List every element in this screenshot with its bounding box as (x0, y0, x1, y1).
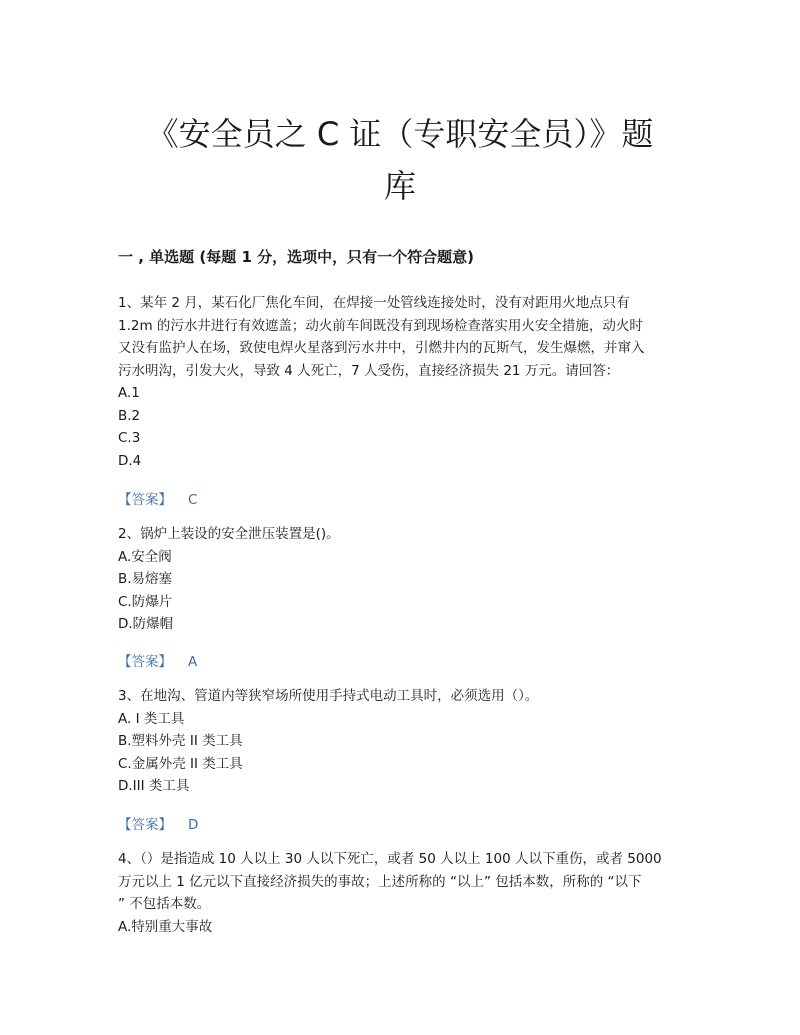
answer-label: 【答案】 (118, 817, 172, 833)
option-c: C.金属外壳 II 类工具 (118, 755, 243, 772)
question-text-line: 1、某年 2 月，某石化厂焦化车间，在焊接一处管线连接处时，没有对距用火地点只有 (118, 295, 630, 311)
section-heading: 一 , 单选题 (每题 1 分，选项中，只有一个符合题意) (118, 248, 474, 266)
option-b: B.2 (118, 407, 141, 424)
question-text-line: 又没有监护人在场，致使电焊火星落到污水井中，引燃井内的瓦斯气，发生爆燃，并窜入 (118, 340, 645, 356)
question-4 (118, 848, 688, 938)
question-text-line: 3、在地沟、管道内等狭窄场所使用手持式电动工具时，必须选用（）。 (118, 688, 539, 704)
answer-label: 【答案】 (118, 492, 172, 508)
answer-1 (118, 488, 197, 508)
option-d: D.III 类工具 (118, 778, 190, 794)
option-a: A.1 (118, 385, 140, 401)
option-c: C.3 (118, 430, 141, 446)
document-title (100, 108, 700, 212)
option-b: B.塑料外壳 II 类工具 (118, 733, 243, 749)
question-3 (118, 685, 688, 798)
question-text-line: 1.2m 的污水井进行有效遮盖；动火前车间既没有到现场检查落实用火安全措施，动火时 (118, 317, 643, 334)
option-a: A.特别重大事故 (118, 918, 213, 935)
option-a: A.安全阀 (118, 548, 172, 565)
answer-label: 【答案】 (118, 654, 172, 670)
option-b: B.易熔塞 (118, 571, 173, 587)
question-text-line: 万元以上 1 亿元以下直接经济损失的事故；上述所称的 “以上” 包括本数，所称的 “以下 (118, 873, 642, 890)
answer-value: C (188, 492, 198, 508)
option-d: D.防爆帽 (118, 616, 174, 632)
answer-2 (118, 650, 197, 670)
answer-3 (118, 813, 198, 833)
question-2 (118, 523, 688, 636)
option-a: A. I 类工具 (118, 710, 185, 727)
title-line-2: 库 (383, 167, 416, 205)
answer-value: A (188, 654, 198, 670)
question-text-line: ” 不包括本数。 (118, 896, 211, 912)
title-line-1: 《安全员之 C 证（专职安全员）》题 (146, 115, 654, 153)
question-1 (118, 292, 688, 472)
question-text-line: 4、（）是指造成 10 人以上 30 人以下死亡，或者 50 人以上 100 人以下重伤，或者 5000 (118, 851, 662, 867)
question-text-line: 污水明沟，引发大火，导致 4 人死亡，7 人受伤，直接经济损失 21 万元。请回答： (118, 362, 620, 379)
question-text-line: 2、锅炉上装设的安全泄压装置是()。 (118, 526, 340, 542)
option-d: D.4 (118, 452, 142, 469)
option-c: C.防爆片 (118, 593, 173, 610)
answer-value: D (188, 817, 199, 833)
